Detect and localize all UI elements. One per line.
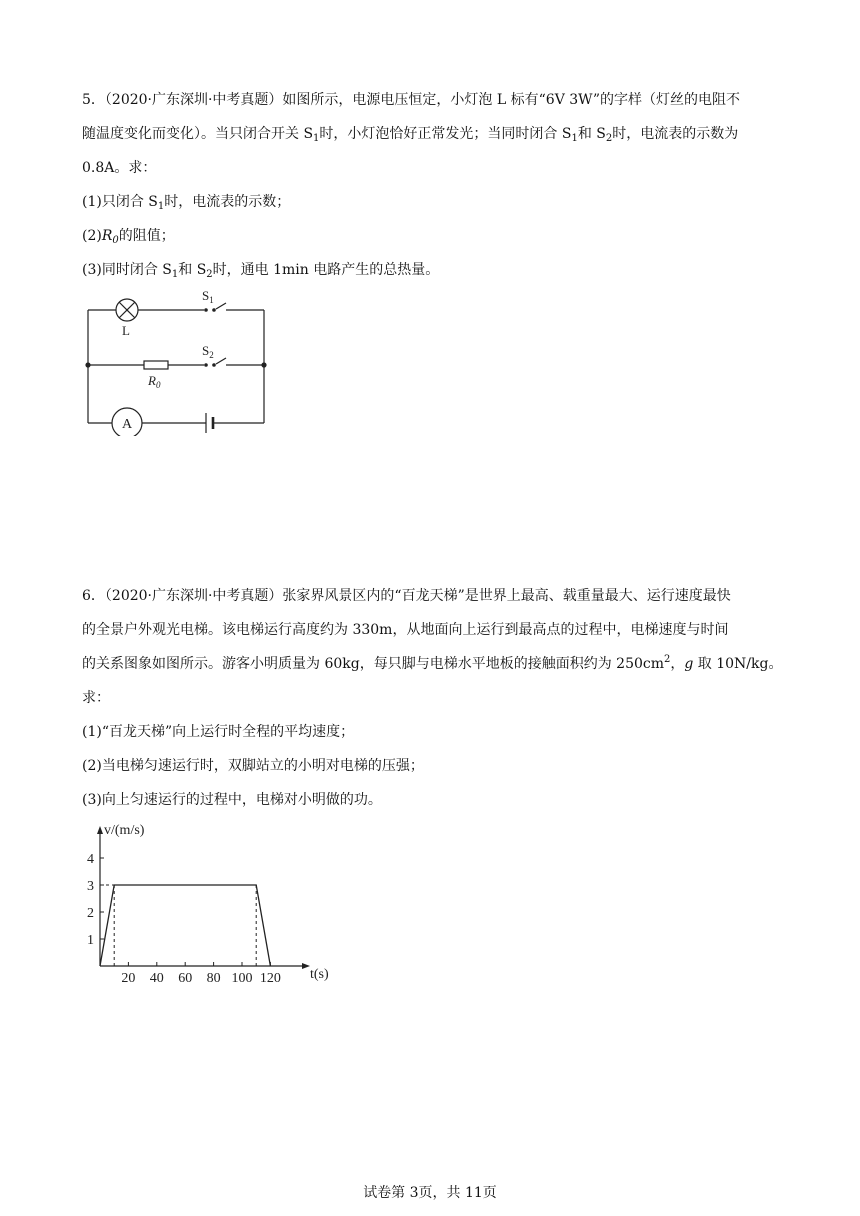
velocity-line <box>100 885 270 966</box>
x-tick-label: 60 <box>178 971 193 986</box>
q5-line-1: 5．（2020·广东深圳·中考真题）如图所示，电源电压恒定，小灯泡 L 标有“6V 3W”的字样（灯丝的电阻不 <box>82 92 740 108</box>
x-axis-arrow <box>302 963 310 969</box>
q5-part-1: (1)只闭合 $S_1$时，电流表的示数； <box>82 194 291 212</box>
resistor-R0 <box>144 361 168 369</box>
q5-line-3: 0.8A。求： <box>82 160 157 176</box>
page-footer: 试卷第 3页，共 11页 <box>363 1185 497 1201</box>
switch-S2-label: $S_2$ <box>202 343 214 360</box>
x-tick-label: 80 <box>206 971 221 986</box>
y-tick-label: 2 <box>87 906 94 921</box>
x-axis-label: t(s) <box>310 967 329 982</box>
q5-line-2: 随温度变化而变化）。当只闭合开关 $S_1$时，小灯泡恰好正常发光；当同时闭合 $S_1$和 $S_2$时，电流表的示数为 <box>82 126 739 144</box>
q6-line-4: 求： <box>82 690 110 706</box>
circuit-diagram <box>78 286 278 436</box>
y-tick-label: 1 <box>87 933 94 948</box>
y-tick-label: 3 <box>87 879 94 894</box>
x-tick-label: 120 <box>259 971 281 986</box>
graph-guides <box>100 885 256 966</box>
q6-line-3: 的关系图象如图所示。游客小明质量为 60kg，每只脚与电梯水平地板的接触面积约为 $250cm^2$，g 取 10N/kg。 <box>82 654 783 672</box>
y-tick-label: 4 <box>87 852 94 867</box>
q5-part-3: (3)同时闭合 $S_1$和 $S_2$时，通电 1min 电路产生的总热量。 <box>82 262 440 280</box>
q6-part-3: (3)向上匀速运行的过程中，电梯对小明做的功。 <box>82 792 382 808</box>
junction-left <box>85 362 90 367</box>
q5-part-2: $(2)R_0$的阻值； <box>82 228 175 246</box>
x-tick-label: 20 <box>121 971 136 986</box>
ammeter-label: A <box>122 417 133 432</box>
x-tick-label: 40 <box>149 971 164 986</box>
battery <box>206 413 213 433</box>
q6-part-1: (1)“百龙天梯”向上运行时全程的平均速度； <box>82 724 355 740</box>
q6-line-1: 6．（2020·广东深圳·中考真题）张家界风景区内的“百龙天梯”是世界上最高、载重量最大、运行速度最快 <box>82 588 731 604</box>
lamp-L <box>116 299 138 321</box>
switch-S1-label: $S_1$ <box>202 288 214 305</box>
switch-S2 <box>204 363 216 367</box>
y-axis-label: v/(m/s) <box>104 823 145 838</box>
q6-part-2: (2)当电梯匀速运行时，双脚站立的小明对电梯的压强； <box>82 758 424 774</box>
resistor-R0-label: $R_0$ <box>148 373 161 390</box>
lamp-label: L <box>122 323 130 338</box>
graph-axes <box>97 826 310 969</box>
switch-S1 <box>204 308 216 312</box>
velocity-time-graph <box>76 820 346 990</box>
x-tick-label: 100 <box>231 971 253 986</box>
graph-series <box>100 885 270 966</box>
y-axis-arrow <box>97 826 103 834</box>
junction-right <box>261 362 266 367</box>
q6-line-2: 的全景户外观光电梯。该电梯运行高度约为 330m，从地面向上运行到最高点的过程中，电梯速度与时间 <box>82 622 729 638</box>
